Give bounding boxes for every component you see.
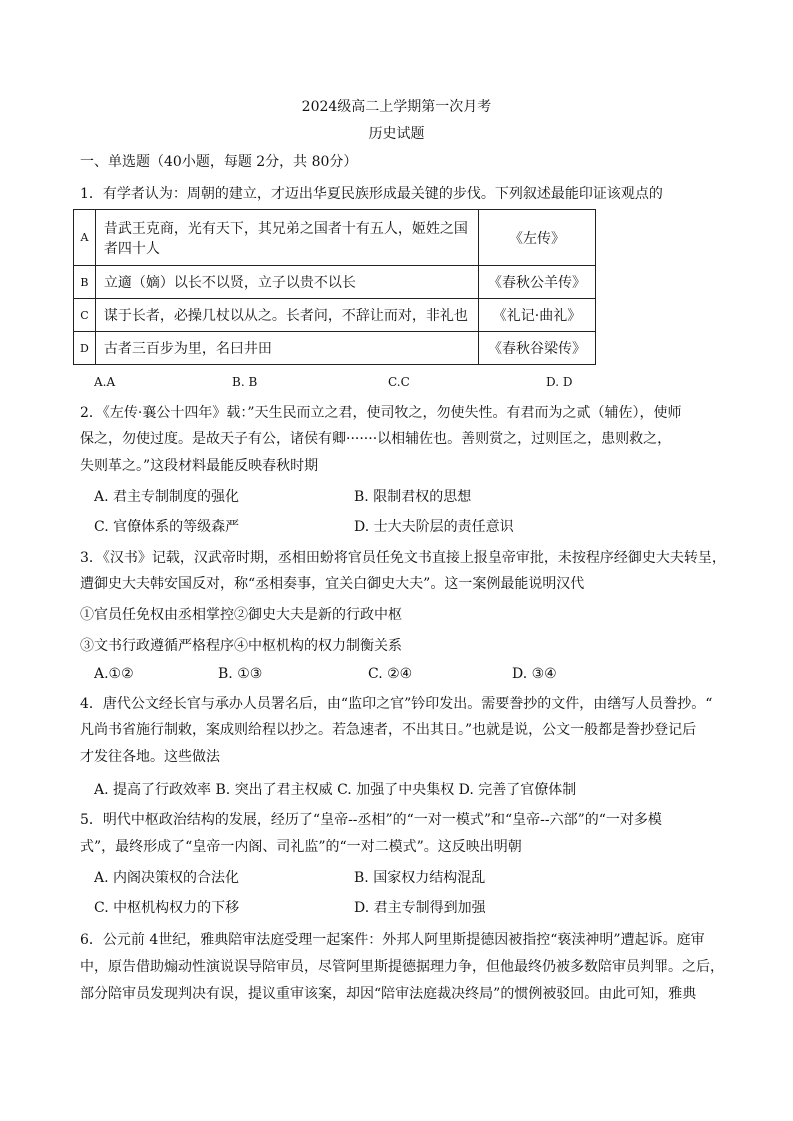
exam-title: 2024级高二上学期第一次月考 bbox=[301, 99, 492, 115]
row-text-line: 者四十人 bbox=[103, 240, 160, 257]
q3-statement: ③文书行政遵循严格程序④中枢机构的权力制衡关系 bbox=[80, 638, 402, 654]
row-label: C bbox=[74, 299, 96, 332]
q2-line: 保之，勿使过度。是故天子有公，诸侯有卿·······以相辅佐也。善则赏之，过则匡之，患则救之， bbox=[80, 431, 672, 447]
row-source: 《春秋公羊传》 bbox=[479, 266, 596, 299]
q3-option-c[interactable]: C. ②④ bbox=[368, 666, 413, 682]
q6-line: 部分陪审员发现判决有误，提议重审该案，却因“陪审法庭裁决终局”的惯例被驳回。由此可知，雅典 bbox=[80, 986, 697, 1002]
q6-line: 6．公元前 4世纪，雅典陪审法庭受理一起案件：外邦人阿里斯提德因被指控“亵渎神明”遭起诉。庭审 bbox=[80, 932, 705, 948]
table-row bbox=[74, 332, 596, 365]
q2-line: 2．《左传·襄公十四年》载：”天生民而立之君，使司牧之，勿使失性。有君而为之贰（辅佐），使师 bbox=[80, 405, 682, 421]
q5-option-b[interactable]: B. 国家权力结构混乱 bbox=[354, 870, 486, 886]
q3-line: 3．《汉书》记载，汉武帝时期，丞相田蚡将官员任免文书直接上报皇帝审批，未按程序经御史大夫转呈， bbox=[80, 550, 726, 566]
q3-option-a[interactable]: A.①② bbox=[94, 666, 134, 682]
q1-stem: 1．有学者认为：周朝的建立，才迈出华夏民族形成最关键的步伐。下列叙述最能印证该观点的 bbox=[80, 186, 663, 202]
q4-line: 才发往各地。这些做法 bbox=[80, 749, 220, 765]
exam-subject: 历史试题 bbox=[368, 126, 425, 142]
section-heading: 一、单选题（40小题，每题 2分，共 80分） bbox=[80, 154, 358, 170]
row-source: 《左传》 bbox=[479, 210, 596, 266]
q3-line: 遭御史大夫韩安国反对，称“丞相奏事，宜关白御史大夫”。这一案例最能说明汉代 bbox=[80, 576, 585, 592]
q2-option-d[interactable]: D. 士大夫阶层的责任意识 bbox=[354, 519, 514, 535]
q5-option-a[interactable]: A. 内阁决策权的合法化 bbox=[94, 870, 240, 886]
row-label: B bbox=[74, 266, 96, 299]
q4-options[interactable]: A. 提高了行政效率 B. 突出了君主权威 C. 加强了中央集权 D. 完善了官僚体制 bbox=[94, 782, 577, 798]
q2-option-c[interactable]: C. 官僚体系的等级森严 bbox=[94, 519, 240, 535]
q1-option-a[interactable]: A.A bbox=[94, 375, 116, 389]
q4-line: 4．唐代公文经长官与承办人员署名后，由“监印之官”钤印发出。需要誊抄的文件，由缮写人员誊抄。“ bbox=[80, 696, 713, 712]
q3-option-b[interactable]: B. ①③ bbox=[218, 666, 263, 682]
row-text: 谋于长者，必操几杖以从之。长者问，不辞让而对，非礼也 bbox=[95, 299, 478, 332]
q2-line: 失则革之。”这段材料最能反映春秋时期 bbox=[80, 458, 319, 474]
row-source: 《春秋谷梁传》 bbox=[479, 332, 596, 365]
row-text-line: 昔武王克商，光有天下，其兄弟之国者十有五人，姬姓之国 bbox=[103, 220, 468, 237]
q5-option-c[interactable]: C. 中枢机构权力的下移 bbox=[94, 900, 240, 916]
q1-option-c[interactable]: C.C bbox=[388, 375, 410, 389]
q5-line: 式”，最终形成了“皇帝一内阁、司礼监”的“一对二模式”。这反映出明朝 bbox=[80, 839, 522, 855]
q2-option-b[interactable]: B. 限制君权的思想 bbox=[354, 489, 472, 505]
row-text: 立適（嫡）以长不以贤，立子以贵不以长 bbox=[95, 266, 478, 299]
q3-option-d[interactable]: D. ③④ bbox=[512, 666, 557, 682]
q1-option-b[interactable]: B. B bbox=[232, 375, 258, 389]
row-text: 古者三百步为里，名曰井田 bbox=[95, 332, 478, 365]
q2-option-a[interactable]: A. 君主专制制度的强化 bbox=[94, 489, 240, 505]
row-label: D bbox=[74, 332, 96, 365]
q3-statement: ①官员任免权由丞相掌控②御史大夫是新的行政中枢 bbox=[80, 607, 402, 623]
table-row bbox=[74, 266, 596, 299]
q1-table bbox=[73, 209, 596, 365]
q1-option-d[interactable]: D. D bbox=[546, 375, 573, 389]
table-row bbox=[74, 210, 596, 266]
row-text bbox=[95, 210, 478, 266]
q4-line: 凡尚书省施行制敕，案成则给程以抄之。若急速者，不出其日。”也就是说，公文一般都是誊抄登记后 bbox=[80, 722, 697, 738]
table-row bbox=[74, 299, 596, 332]
q5-line: 5．明代中枢政治结构的发展，经历了“皇帝--丞相”的“一对一模式”和“皇帝--六部”的“一对多模 bbox=[80, 812, 662, 828]
row-source: 《礼记·曲礼》 bbox=[479, 299, 596, 332]
row-label: A bbox=[74, 210, 96, 266]
q6-line: 中，原告借助煽动性演说误导陪审员，尽管阿里斯提德据理力争，但他最终仍被多数陪审员判罪。之后， bbox=[80, 959, 724, 975]
q5-option-d[interactable]: D. 君主专制得到加强 bbox=[354, 900, 486, 916]
